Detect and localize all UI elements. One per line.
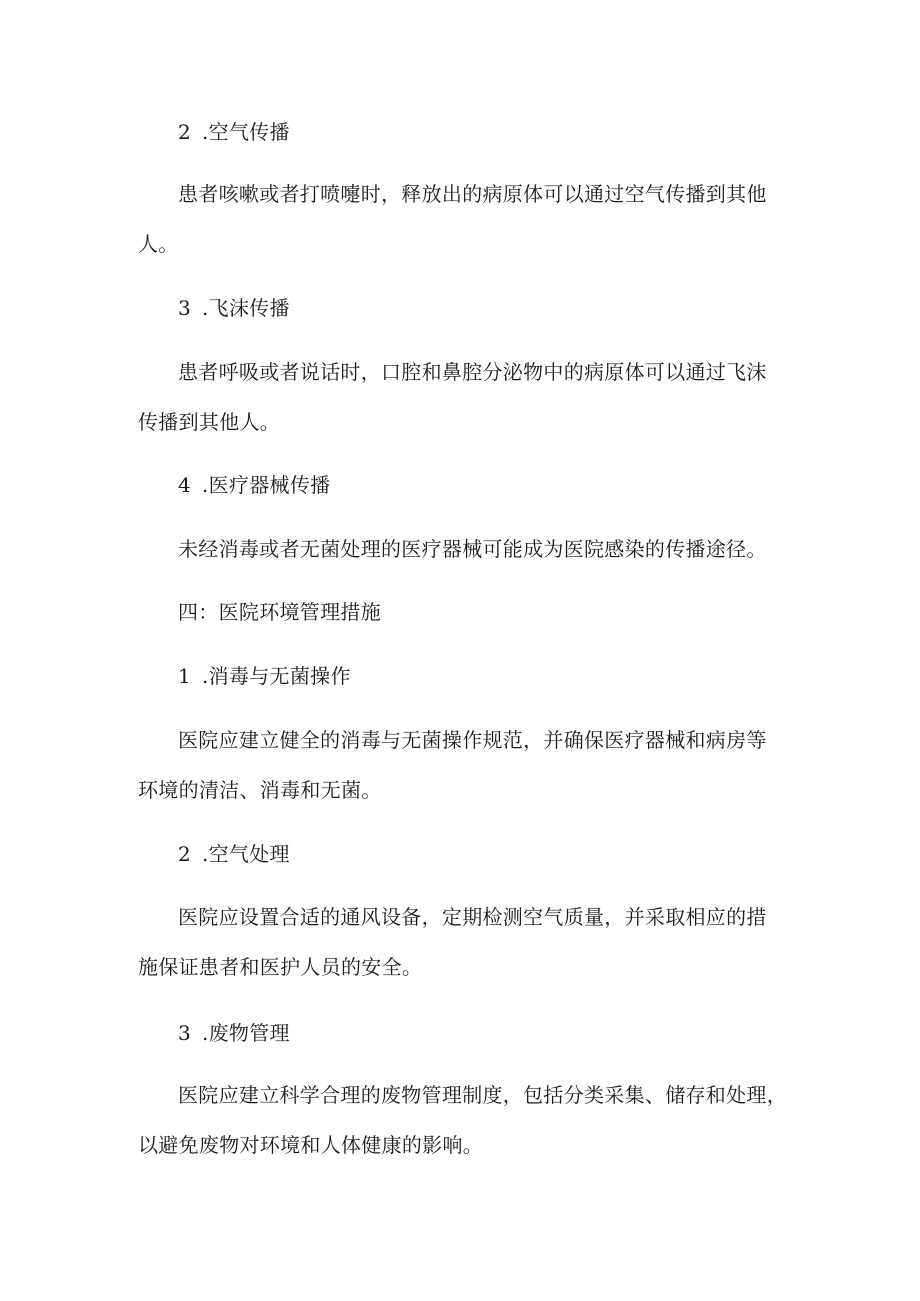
- item-title: .空气传播: [202, 120, 290, 144]
- subheading-device-transmission: [178, 473, 330, 497]
- subheading-disinfection: [178, 664, 351, 688]
- subheading-air-handling: [178, 842, 290, 866]
- item-title: .消毒与无菌操作: [202, 664, 351, 688]
- item-number: 3: [178, 296, 192, 320]
- paragraph-line: 传播到其他人。: [138, 410, 281, 434]
- paragraph-line: 环境的清洁、消毒和无菌。: [138, 778, 382, 802]
- paragraph-line: 人。: [138, 232, 179, 256]
- item-number: 2: [178, 120, 192, 144]
- item-title: .飞沫传播: [202, 296, 290, 320]
- item-title: .废物管理: [202, 1021, 290, 1045]
- paragraph-line: 医院应建立健全的消毒与无菌操作规范，并确保医疗器械和病房等: [178, 728, 767, 752]
- subheading-droplet-transmission: [178, 296, 290, 320]
- paragraph-line: 施保证患者和医护人员的安全。: [138, 955, 423, 979]
- item-number: 4: [178, 473, 192, 497]
- paragraph-line: 医院应设置合适的通风设备，定期检测空气质量，并采取相应的措: [178, 905, 767, 929]
- paragraph-line: 未经消毒或者无菌处理的医疗器械可能成为医院感染的传播途径。: [178, 537, 767, 561]
- paragraph-line: 医院应建立科学合理的废物管理制度，包括分类采集、储存和处理，: [178, 1083, 787, 1107]
- item-title: .空气处理: [202, 842, 290, 866]
- item-number: 3: [178, 1021, 192, 1045]
- item-number: 2: [178, 842, 192, 866]
- paragraph-line: 患者呼吸或者说话时，口腔和鼻腔分泌物中的病原体可以通过飞沫: [178, 360, 767, 384]
- item-number: 1: [178, 664, 192, 688]
- paragraph-line: 患者咳嗽或者打喷嚏时，释放出的病原体可以通过空气传播到其他: [178, 182, 767, 206]
- subheading-waste-management: [178, 1021, 290, 1045]
- paragraph-line: 以避免废物对环境和人体健康的影响。: [138, 1133, 484, 1157]
- section-heading: 四：医院环境管理措施: [178, 600, 381, 624]
- item-title: .医疗器械传播: [202, 473, 331, 497]
- subheading-air-transmission: [178, 120, 290, 144]
